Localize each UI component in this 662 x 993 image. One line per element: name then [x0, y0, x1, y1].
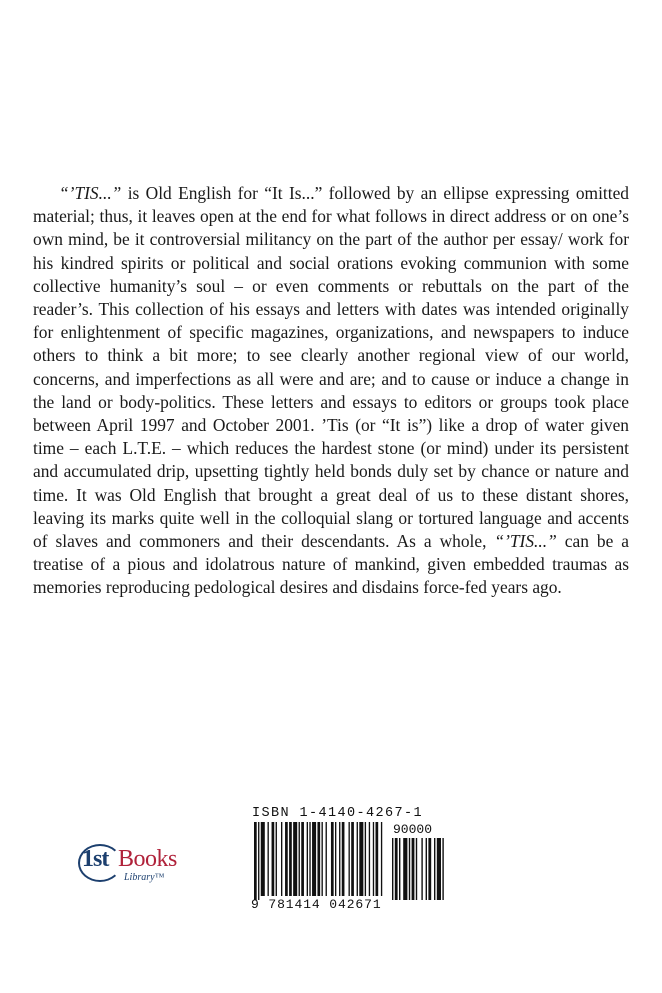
barcode-bar	[326, 822, 327, 896]
barcode-bar	[268, 822, 269, 896]
barcode-addon-bar	[434, 838, 435, 900]
barcode-bar	[254, 822, 257, 900]
barcode-bar	[272, 822, 275, 896]
logo-word: Books	[118, 846, 177, 872]
barcode-bar	[349, 822, 350, 896]
barcode-bar	[301, 822, 304, 896]
barcode-bar	[376, 822, 379, 896]
barcode-addon-bar	[412, 838, 415, 900]
barcode-bar	[381, 822, 382, 896]
barcode-bar	[351, 822, 354, 896]
barcode-bar	[276, 822, 277, 896]
barcode-addon-bar	[392, 838, 393, 900]
barcode-bar	[335, 822, 336, 896]
logo-subtitle: Library™	[124, 872, 165, 883]
blurb-text-part2: can be a treatise of a pious and idolatrous nature of mankind, given embedded traumas as memories reproducing pedological desires and disdains force-fed years ago.	[33, 531, 629, 598]
back-cover-blurb	[33, 182, 629, 600]
barcode-bar	[289, 822, 292, 896]
barcode-bar	[339, 822, 340, 896]
barcode-addon-bar	[426, 838, 427, 900]
barcode-bar	[261, 822, 265, 896]
barcode-bar	[307, 822, 308, 896]
barcode-addon-bar	[395, 838, 398, 900]
barcode-bar	[317, 822, 320, 896]
barcode-bar	[285, 822, 288, 896]
barcode-addon-bar	[403, 838, 407, 900]
barcode-addon-bar	[399, 838, 400, 900]
barcode-bar	[359, 822, 363, 896]
barcode-bar	[357, 822, 358, 896]
book-title-italic: “’TIS...”	[59, 183, 122, 203]
barcode-addon-bar	[437, 838, 441, 900]
barcode-bar	[322, 822, 323, 896]
book-title-italic-2: “’TIS...”	[494, 531, 557, 552]
barcode-bar	[281, 822, 282, 896]
publisher-logo	[82, 844, 192, 886]
barcode-addon-bar	[428, 838, 431, 900]
barcode-bar	[293, 822, 297, 896]
barcode-addon-bar	[442, 838, 443, 900]
blurb-text-part1: is Old English for “It Is...” followed by an ellipse expressing omitted material; thus, it leaves open at the end for what follows in direct address or on one’s own mind, be it controversial militancy on the part of the author per essay/ work for his kindred spirits or political and social orations evoking communion with some collective humanity’s soul – or even comments or rebuttals on the part of the reader’s. This collection of his essays and letters with dates was intended originally for enlightenment of specific magazines, organizations, and newspapers to induce others to think a bit more; to see clearly another regional view of our world, concerns, and imperfections as all were and are; and to cause or induce a change in the land or body-politics. These letters and essays to editors or groups took place between April 1997 and October 2001. ’Tis (or “It is”) like a drop of water given time – each L.T.E. – which reduces the hardest stone (or mind) under its persistent and accumulated drip, upsetting tightly held bonds duly set by chance or nature and time. It was Old English that brought a great deal of us to these distant shores, leaving its marks quite well in the colloquial slang or tortured language and accents of slaves and commoners and their descendants. As a whole,	[33, 183, 629, 552]
barcode-bar	[365, 822, 366, 896]
logo-number: 1st	[82, 846, 109, 872]
barcode-bar	[373, 822, 374, 896]
barcode-addon-bar	[409, 838, 410, 900]
barcode-bar	[258, 822, 259, 900]
barcode-bar	[369, 822, 370, 896]
barcode-addon-digits: 90000	[393, 822, 433, 837]
barcode-addon-bar	[416, 838, 417, 900]
barcode-bar	[299, 822, 300, 896]
barcode-bar	[342, 822, 345, 896]
barcode-bar	[331, 822, 334, 896]
barcode-bar	[309, 822, 310, 896]
barcode-addon-bar	[421, 838, 422, 900]
barcode-ean-digits: 9 781414 042671	[251, 897, 382, 912]
barcode-bar	[312, 822, 316, 896]
isbn-label: ISBN 1-4140-4267-1	[252, 806, 424, 821]
